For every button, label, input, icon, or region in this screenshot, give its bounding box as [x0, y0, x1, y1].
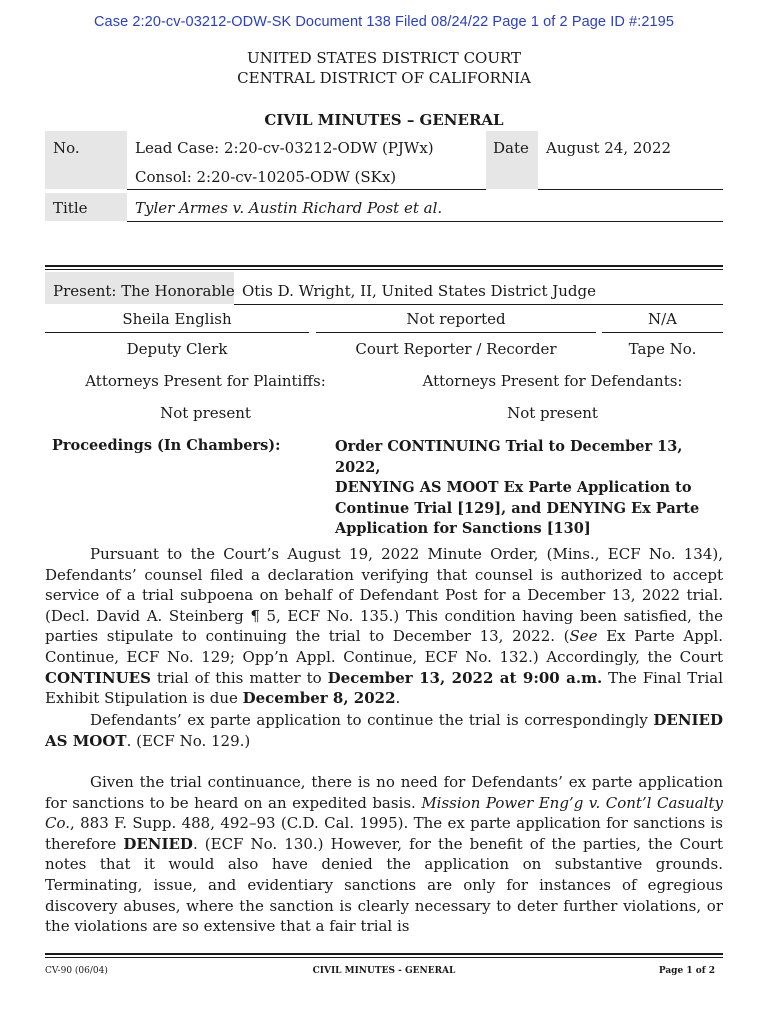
order-line-2: DENYING AS MOOT Ex Parte Application to: [335, 479, 692, 496]
lead-case: Lead Case: 2:20-cv-03212-ODW (PJWx): [135, 139, 434, 157]
p1-due-date: December 8, 2022: [242, 689, 396, 708]
proceedings-label: Proceedings (In Chambers):: [52, 437, 281, 454]
p2-denied-as-moot: DENIED AS MOOT: [45, 711, 723, 750]
reporter-value: Not reported: [406, 310, 506, 328]
clerk-name: Sheila English: [122, 310, 232, 328]
footer-form-number: CV-90 (06/04): [45, 966, 108, 976]
p3-text-c: . (ECF No. 130.) However, for the benefit of the parties, the Court notes that it would also have denied the application on substantive grounds. Terminating, issue, and evidentiary sanctions are only for instances of egregious discovery abuses, where the sanction is clearly necessary to deter further violations, or the violations are so extensive that a fair trial is: [45, 834, 723, 936]
p1-text-e: .: [395, 689, 401, 708]
tape-label: Tape No.: [628, 340, 697, 358]
judge-underline: [234, 304, 723, 305]
no-label: No.: [53, 139, 80, 157]
title-underline: [127, 221, 723, 222]
attorneys-plaintiffs-value: Not present: [160, 404, 251, 422]
court-name-line2: CENTRAL DISTRICT OF CALIFORNIA: [237, 69, 531, 87]
paragraph-2: [45, 710, 723, 751]
attorneys-defendants-value: Not present: [507, 404, 598, 422]
attorneys-plaintiffs-label: Attorneys Present for Plaintiffs:: [85, 372, 326, 390]
paragraph-3: [45, 772, 723, 937]
p1-trial-date: December 13, 2022 at 9:00 a.m.: [327, 668, 603, 687]
tape-underline: [602, 332, 723, 333]
footer-rule-top: [45, 953, 723, 955]
consol-case: Consol: 2:20-cv-10205-ODW (SKx): [135, 168, 397, 186]
order-line-1: Order CONTINUING Trial to December 13, 2022,: [335, 438, 683, 476]
p1-text-d: The Final Trial Exhibit Stipulation is due: [45, 668, 723, 708]
date-label: Date: [493, 139, 529, 157]
date-underline: [538, 189, 723, 190]
double-rule-bottom: [45, 269, 723, 270]
proceedings-order: [335, 437, 725, 540]
double-rule-top: [45, 265, 723, 267]
p1-text-c: trial of this matter to: [150, 668, 328, 687]
p1-see: See: [569, 627, 598, 646]
title-label: Title: [53, 199, 88, 217]
case-underline: [127, 189, 486, 190]
date-value: August 24, 2022: [546, 139, 672, 157]
p2-text-b: . (ECF No. 129.): [126, 731, 251, 750]
court-name-line1: UNITED STATES DISTRICT COURT: [246, 49, 522, 67]
judge-name: Otis D. Wright, II, United States District Judge: [242, 282, 597, 300]
clerk-label: Deputy Clerk: [126, 340, 228, 358]
filing-stamp: Case 2:20-cv-03212-ODW-SK Document 138 Filed 08/24/22 Page 1 of 2 Page ID #:2195: [93, 14, 674, 30]
clerk-underline: [45, 332, 309, 333]
p1-continues: CONTINUES: [45, 668, 151, 687]
document-title: CIVIL MINUTES – GENERAL: [264, 111, 504, 129]
p3-denied: DENIED: [123, 834, 193, 853]
p1-text-b: Ex Parte Appl. Continue, ECF No. 129; Opp’n Appl. Continue, ECF No. 132.) Accordingly, the Court: [45, 627, 723, 666]
footer-rule-bottom: [45, 957, 723, 958]
footer-title: CIVIL MINUTES - GENERAL: [312, 966, 456, 976]
p3-text-a: Given the trial continuance, there is no need for Defendants’ ex parte application for sanctions to be heard on an expedited basis.: [45, 773, 723, 812]
present-label: Present: The Honorable: [53, 282, 235, 300]
order-line-3: Continue Trial [129], and DENYING Ex Parte: [335, 499, 700, 517]
p3-text-b: , 883 F. Supp. 488, 492–93 (C.D. Cal. 1995). The ex parte application for sanctions is therefore: [45, 814, 723, 853]
order-line-4: Application for Sanctions [130]: [335, 520, 591, 537]
tape-value: N/A: [647, 310, 677, 328]
footer-page-number: Page 1 of 2: [658, 966, 715, 976]
case-title: Tyler Armes v. Austin Richard Post et al.: [135, 199, 443, 217]
paragraph-1: [45, 544, 723, 709]
reporter-underline: [316, 332, 596, 333]
reporter-label: Court Reporter / Recorder: [355, 340, 557, 358]
attorneys-defendants-label: Attorneys Present for Defendants:: [422, 372, 683, 390]
p1-text-a: Pursuant to the Court’s August 19, 2022 Minute Order, (Mins., ECF No. 134), Defendants’ counsel filed a declaration verifying that counsel is authorized to accept service of a trial subpoena on behalf of Defendant Post for a December 13, 2022 trial. (Decl. David A. Steinberg ¶ 5, ECF No. 135.) This condition having been satisfied, the parties stipulate to continuing the trial to December 13, 2022. (: [45, 545, 723, 646]
p2-text-a: Defendants’ ex parte application to continue the trial is correspondingly: [90, 711, 654, 729]
p3-case-citation: Mission Power Eng’g v. Cont’l Casualty Co.: [45, 793, 723, 833]
